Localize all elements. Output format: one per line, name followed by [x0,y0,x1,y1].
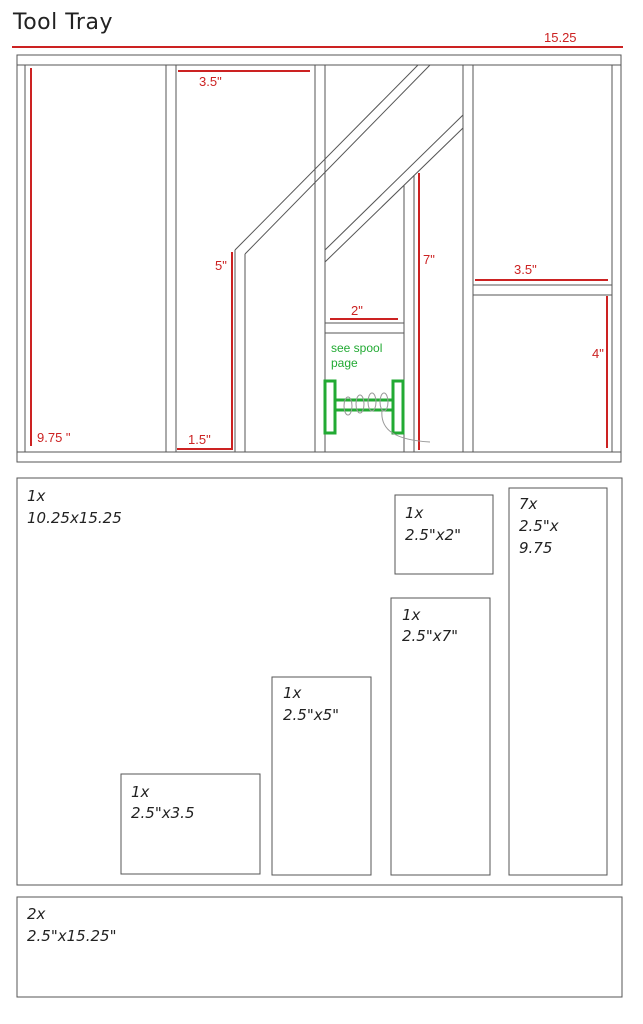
spool-note-line1: see spool [331,341,383,355]
dimension-marks [31,68,608,450]
piece-size: 2.5"x2" [405,526,462,544]
piece-size: 2.5"x15.25" [27,927,117,945]
piece-size: 9.75 [519,539,553,557]
bottom-width-label: 1.5" [188,432,211,447]
spool-shelf-label: 2" [351,303,363,318]
slanted-divider [325,115,463,250]
spool-note-line2: page [331,356,358,370]
assembly-view [17,55,621,462]
divider-height-label: 7" [423,252,435,267]
piece-size: 2.5"x [519,517,559,535]
assembly-frame [17,55,621,462]
piece-qty: 1x [27,487,46,505]
piece-size: 2.5"x7" [402,627,459,645]
piece-qty: 1x [402,606,421,624]
piece-qty: 1x [405,504,424,522]
left-height-label: 9.75 " [37,430,71,445]
piece-qty: 2x [27,905,46,923]
right-shelf-label: 3.5" [514,262,537,277]
piece-size: 10.25x15.25 [27,509,122,527]
overall-width-label: 15.25 [544,30,577,45]
piece-rect-2.5x15.25 [17,897,622,997]
slanted-board [235,65,418,250]
piece-qty: 7x [519,495,538,513]
top-shelf-label: 3.5" [199,74,222,89]
piece-qty: 1x [283,684,302,702]
piece-size: 2.5"x5" [283,706,340,724]
piece-qty: 1x [131,783,150,801]
right-lower-label: 4" [592,346,604,361]
angle-height-label: 5" [215,258,227,273]
piece-size: 2.5"x3.5 [131,804,195,822]
page-title: Tool Tray [13,10,113,35]
